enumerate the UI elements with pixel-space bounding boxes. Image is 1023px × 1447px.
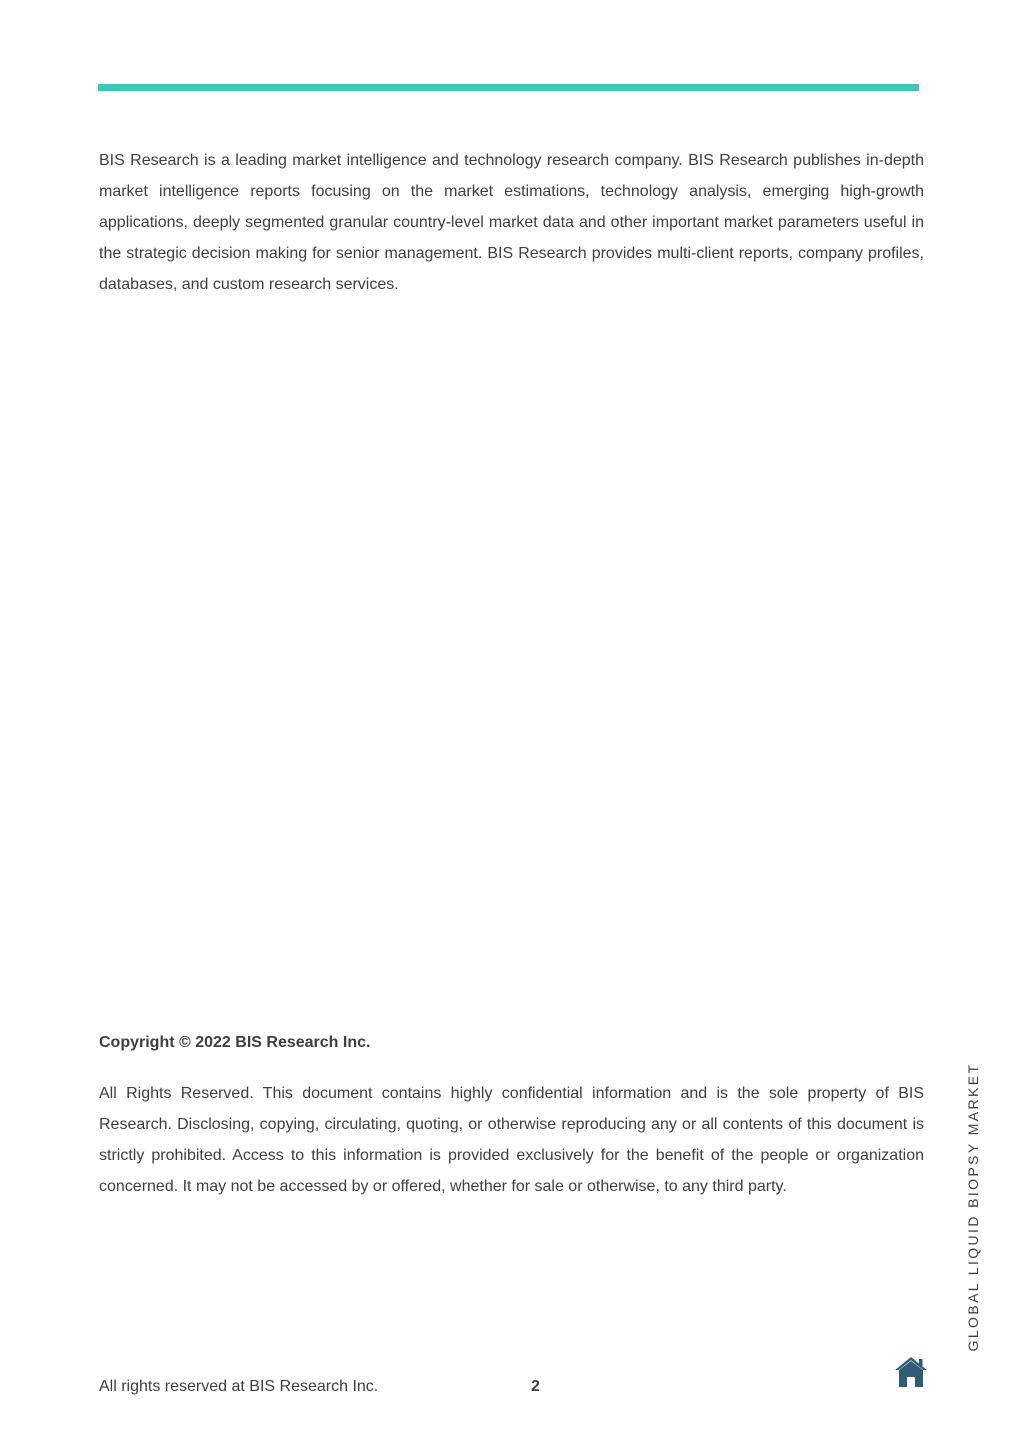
vertical-report-title: GLOBAL LIQUID BIOPSY MARKET — [965, 1062, 981, 1352]
home-chimney — [919, 1359, 923, 1366]
home-icon[interactable] — [892, 1354, 930, 1388]
page-number: 2 — [531, 1378, 540, 1395]
rights-paragraph: All Rights Reserved. This document contains highly confidential information and is the sole property of BIS Research. Disclosing, copying, circulating, quoting, or otherwise reproducing any or all contents of this document is strictly prohibited. Access to this information is provided exclusively for the benefit of the people or organization concerned. It may not be accessed by or offered, whether for sale or otherwise, to any third party. — [99, 1085, 924, 1195]
intro-paragraph: BIS Research is a leading market intelligence and technology research company. BIS Research publishes in-depth market intelligence reports focusing on the market estimations, technology analysis, emerging high-growth applications, deeply segmented granular country-level market data and other important market parameters useful in the strategic decision making for senior management. BIS Research provides multi-client reports, company profiles, databases, and custom research services. — [99, 152, 924, 293]
copyright-heading: Copyright © 2022 BIS Research Inc. — [99, 1034, 371, 1051]
top-accent-rule — [98, 84, 919, 91]
footer-rights-text: All rights reserved at BIS Research Inc. — [99, 1378, 379, 1395]
